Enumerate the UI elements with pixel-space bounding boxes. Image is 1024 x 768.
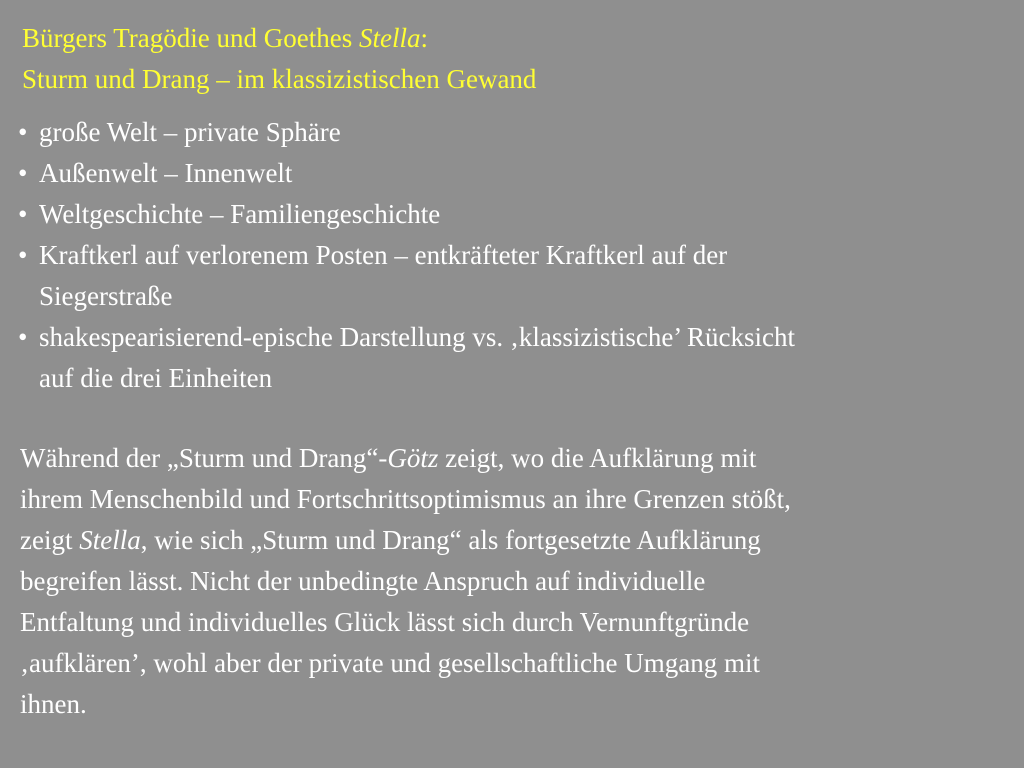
- bullet-text: Außenwelt – Innenwelt: [39, 158, 293, 188]
- paragraph-text: Während der „Sturm und Drang“-: [20, 443, 388, 473]
- slide-title: [22, 18, 1002, 100]
- bullet-item: [18, 317, 1008, 399]
- bullet-marker: •: [18, 322, 28, 352]
- paragraph-line: ‚aufklären’, wohl aber der private und gesellschaftliche Umgang mit: [20, 648, 760, 678]
- bullet-item: [18, 194, 1008, 235]
- bullet-text: shakespearisierend-epische Darstellung vs. ‚klassizistische’ Rücksicht: [39, 322, 796, 352]
- title-line-1-prefix: Bürgers Tragödie und Goethes: [22, 23, 359, 53]
- bullet-marker: •: [18, 117, 28, 147]
- bullet-text: Kraftkerl auf verlorenem Posten – entkräfteter Kraftkerl auf der: [39, 240, 728, 270]
- title-line-1-suffix: :: [420, 23, 429, 53]
- bullet-text: Weltgeschichte – Familiengeschichte: [39, 199, 441, 229]
- paragraph-line: ihnen.: [20, 689, 87, 719]
- title-line-2: Sturm und Drang – im klassizistischen Gewand: [22, 64, 537, 94]
- paragraph-text: zeigt, wo die Aufklärung mit: [438, 443, 757, 473]
- body-paragraph: [20, 438, 1010, 725]
- paragraph-line: [20, 520, 1010, 561]
- work-title-goetz: Götz: [387, 443, 439, 473]
- bullet-marker: •: [18, 240, 28, 270]
- bullet-item: [18, 235, 1008, 317]
- bullet-marker: •: [18, 158, 28, 188]
- paragraph-line: ihrem Menschenbild und Fortschrittsoptimismus an ihre Grenzen stößt,: [20, 484, 791, 514]
- paragraph-text: , wie sich „Sturm und Drang“ als fortgesetzte Aufklärung: [140, 525, 761, 555]
- bullet-text-continued: Siegerstraße: [39, 281, 173, 311]
- bullet-text-continued: auf die drei Einheiten: [39, 363, 273, 393]
- paragraph-line: begreifen lässt. Nicht der unbedingte Anspruch auf individuelle: [20, 566, 706, 596]
- paragraph-text: zeigt: [20, 525, 80, 555]
- bullet-text: große Welt – private Sphäre: [39, 117, 341, 147]
- work-title-stella: Stella: [79, 525, 141, 555]
- paragraph-line: [20, 438, 1010, 479]
- title-work-stella: Stella: [359, 23, 421, 53]
- paragraph-line: Entfaltung und individuelles Glück lässt sich durch Vernunftgründe: [20, 607, 750, 637]
- bullet-item: [18, 112, 1008, 153]
- bullet-item: [18, 153, 1008, 194]
- bullet-list: [18, 112, 1008, 399]
- bullet-marker: •: [18, 199, 28, 229]
- title-line-1: [22, 18, 1002, 59]
